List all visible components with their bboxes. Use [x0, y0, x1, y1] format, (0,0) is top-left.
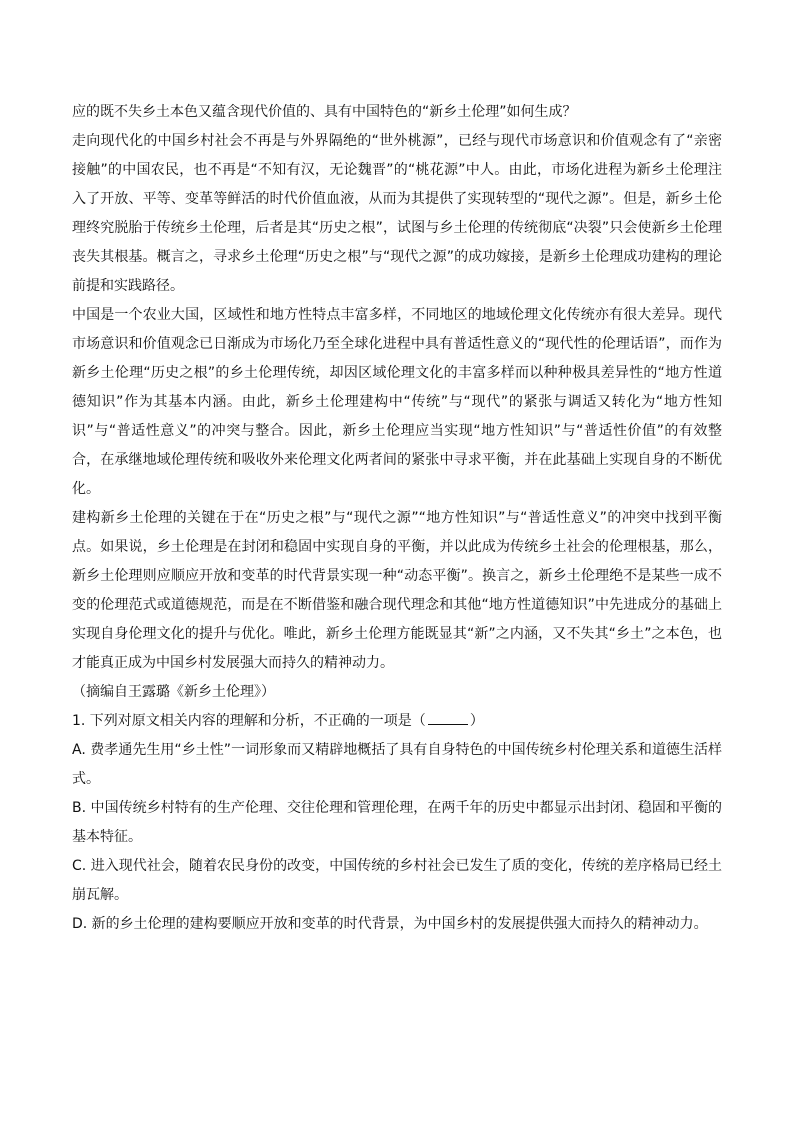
question-stem-text: 1. 下列对原文相关内容的理解和分析，不正确的一项是（: [72, 713, 426, 729]
document-page: [72, 98, 722, 939]
option-a: A. 费孝通先生用“乡土性”一词形象而又精辟地概括了具有自身特色的中国传统乡村伦理关系和道德生活样式。: [72, 742, 722, 787]
paragraph-3: 中国是一个农业大国，区域性和地方性特点丰富多样，不同地区的地域伦理文化传统亦有很大差异。现代市场意识和价值观念已日渐成为市场化乃至全球化进程中具有普适性意义的“现代性的伦理话语”，而作为新乡土伦理“历史之根”的乡土伦理传统，却因区域伦理文化的丰富多样而以种种极具差异性的“地方性道德知识”作为其基本内涵。由此，新乡土伦理建构中“传统”与“现代”的紧张与调适又转化为“地方性知识”与“普适性意义”的冲突与整合。因此，新乡土伦理应当实现“地方性知识”与“普适性价值”的有效整合，在承继地域伦理传统和吸收外来伦理文化两者间的紧张中寻求平衡，并在此基础上实现自身的不断优化。: [72, 307, 722, 497]
paragraph-4: 建构新乡土伦理的关键在于在“历史之根”与“现代之源”“地方性知识”与“普适性意义”的冲突中找到平衡点。如果说，乡土伦理是在封闭和稳固中实现自身的平衡，并以此成为传统乡土社会的伦理根基，那么，新乡土伦理则应顺应开放和变革的时代背景实现一种“动态平衡”。换言之，新乡土伦理绝不是某些一成不变的伦理范式或道德规范，而是在不断借鉴和融合现代理念和其他“地方性道德知识”中先进成分的基础上实现自身伦理文化的提升与优化。唯此，新乡土伦理方能既显其“新”之内涵，又不失其“乡土”之本色，也才能真正成为中国乡村发展强大而持久的精神动力。: [72, 510, 722, 671]
option-c: C. 进入现代社会，随着农民身份的改变，中国传统的乡村社会已发生了质的变化，传统的差序格局已经土崩瓦解。: [72, 858, 722, 903]
paragraph-2: 走向现代化的中国乡村社会不再是与外界隔绝的“世外桃源”，已经与现代市场意识和价值观念有了“亲密接触”的中国农民，也不再是“不知有汉，无论魏晋”的“桃花源”中人。由此，市场化进程为新乡土伦理注入了开放、平等、变革等鲜活的时代价值血液，从而为其提供了实现转型的“现代之源”。但是，新乡土伦理终究脱胎于传统乡土伦理，后者是其“历史之根”，试图与乡土伦理的传统彻底“决裂”只会使新乡土伦理丧失其根基。概言之，寻求乡土伦理“历史之根”与“现代之源”的成功嫁接，是新乡土伦理成功建构的理论前提和实践路径。: [72, 133, 722, 294]
question-stem: [72, 707, 722, 736]
answer-blank: [428, 710, 468, 725]
option-d: D. 新的乡土伦理的建构要顺应开放和变革的时代背景，为中国乡村的发展提供强大而持久的精神动力。: [72, 916, 708, 932]
source-citation: （摘编自王露璐《新乡土伦理》）: [72, 684, 275, 700]
paragraph-1: 应的既不失乡土本色又蕴含现代价值的、具有中国特色的“新乡土伦理”如何生成？: [72, 104, 577, 120]
question-stem-close: ）: [469, 713, 484, 729]
option-b: B. 中国传统乡村特有的生产伦理、交往伦理和管理伦理，在两千年的历史中都显示出封闭、稳固和平衡的基本特征。: [72, 800, 722, 845]
